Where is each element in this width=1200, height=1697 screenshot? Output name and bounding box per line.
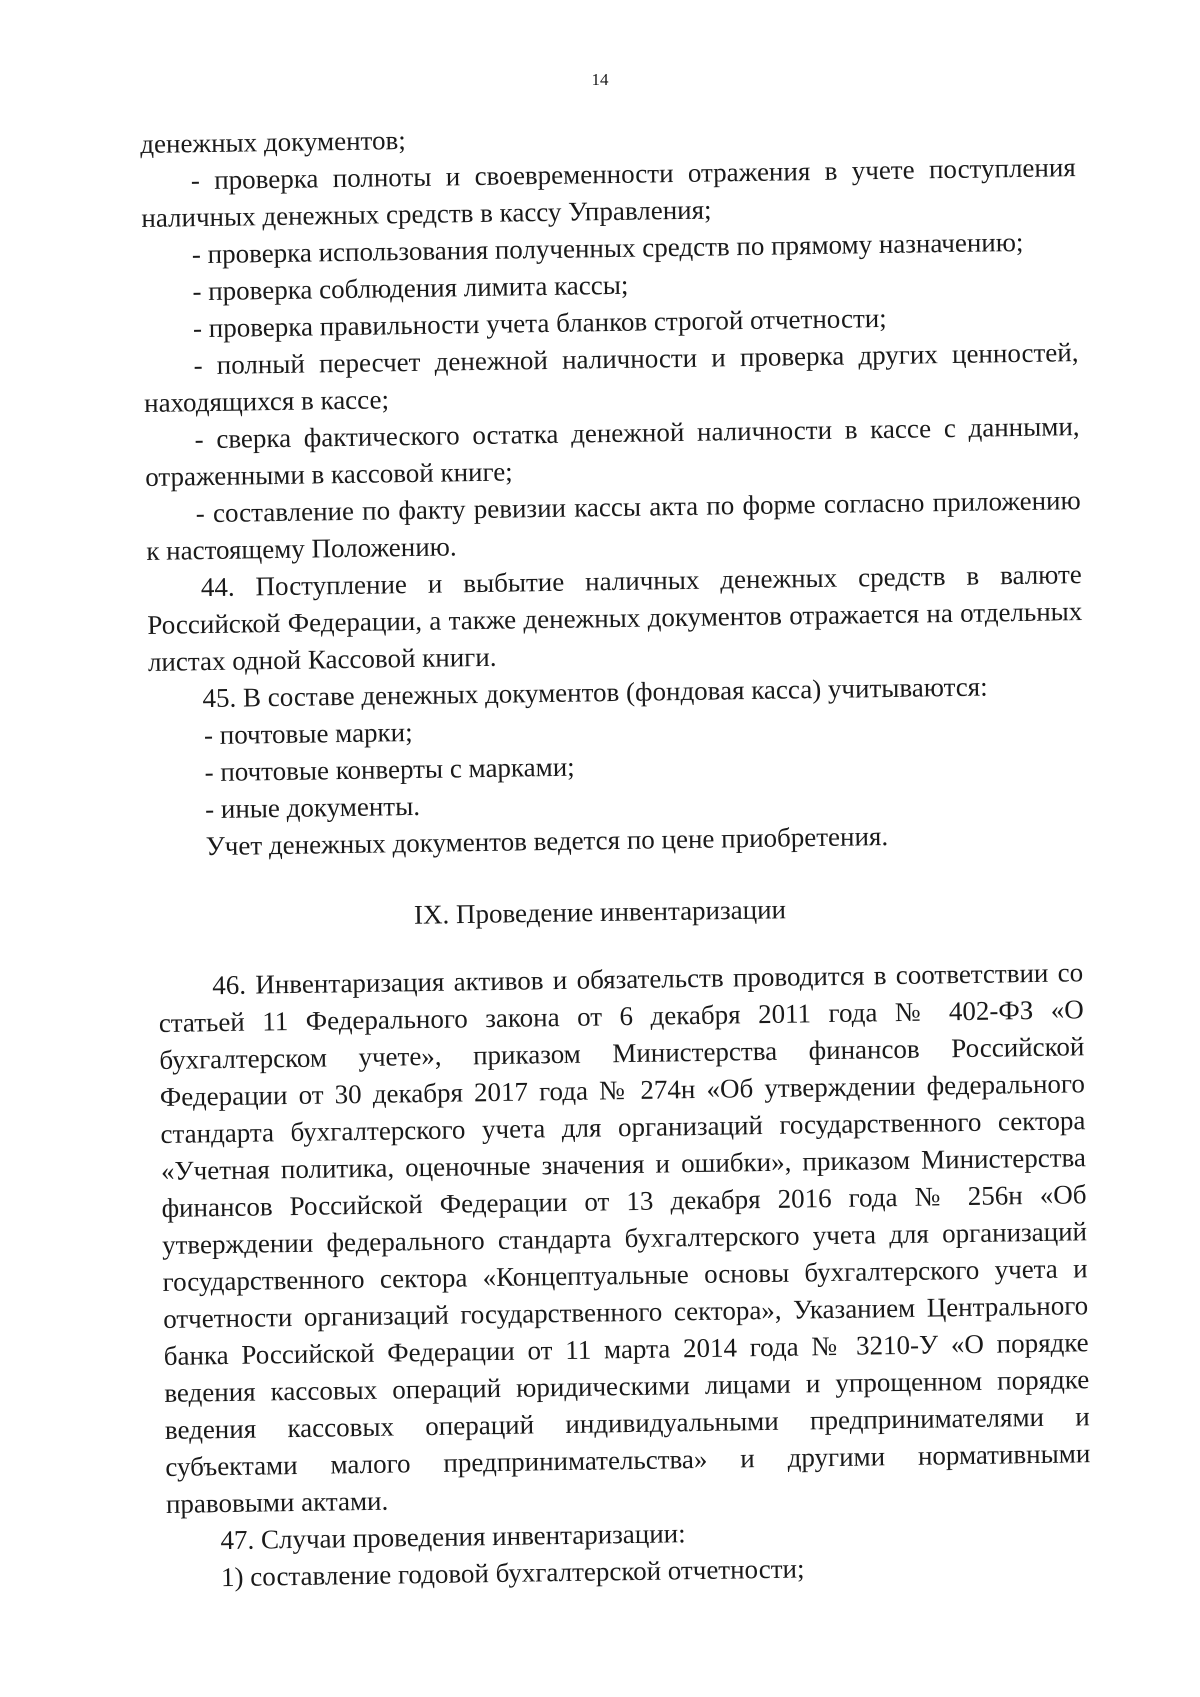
paragraph: 45. В составе денежных документов (фондовая касса) учитываются: bbox=[202, 671, 988, 714]
paragraph: - проверка использования полученных средств по прямому назначению; bbox=[191, 226, 1024, 270]
paragraph: 47. Случаи проведения инвентаризации: bbox=[220, 1518, 686, 1556]
paragraph: денежных документов; bbox=[140, 125, 406, 159]
paragraph: - проверка правильности учета бланков строгой отчетности; bbox=[192, 302, 887, 344]
paragraph: 44. Поступление и выбытие наличных денежных средств в валюте Российской Федерации, а также денежных документов отражается на отдельных листах одной Кассовой книги. bbox=[147, 559, 1083, 677]
paragraph: - составление по факту ревизии кассы акта по форме согласно приложению к настоящему Положению. bbox=[146, 485, 1081, 566]
paragraph: - иные документы. bbox=[204, 790, 421, 825]
page-number: 14 bbox=[591, 70, 609, 89]
paragraph: 1) составление годовой бухгалтерской отчетности; bbox=[220, 1553, 805, 1593]
text-block-top bbox=[140, 112, 1086, 866]
paragraph: - проверка полноты и своевременности отражения в учете поступления наличных денежных средств в кассу Управления; bbox=[141, 152, 1076, 233]
paragraph: - почтовые конверты с марками; bbox=[204, 751, 575, 788]
paragraph: - проверка соблюдения лимита кассы; bbox=[192, 269, 629, 307]
section-heading: IX. Проведение инвентаризации bbox=[413, 894, 787, 930]
paragraph: - сверка фактического остатка денежной наличности в кассе с данными, отраженными в кассовой книге; bbox=[144, 411, 1080, 492]
paragraph: - полный пересчет денежной наличности и проверка других ценностей, находящихся в кассе; bbox=[143, 337, 1079, 418]
paragraph: 46. Инвентаризация активов и обязательств проводится в соответствии со статьей 11 Федерального закона от 6 декабря 2011 года № 402-ФЗ «О бухгалтерском учете», приказом Министерства финансов Российской Федерации от 30 декабря 2017 года № 274н «Об утверждении федерального стандарта бухгалтерского учета для организаций государственного сектора «Учетная политика, оценочные значения и ошибки», приказом Министерства финансов Российской Федерации от 13 декабря 2016 года № 256н «Об утверждении федерального стандарта бухгалтерского учета для организаций государственного сектора «Концептуальные основы бухгалтерского учета и отчетности организаций государственного сектора», Указанием Центрального банка Российской Федерации от 11 марта 2014 года № 3210-У «О порядке ведения кассовых операций юридическими лицами и упрощенном порядке ведения кассовых операций индивидуальными предпринимателями и субъектами малого предпринимательства» и другими нормативными правовыми актами. bbox=[158, 957, 1091, 1519]
paragraph: - почтовые марки; bbox=[203, 717, 413, 751]
text-block-bottom bbox=[158, 954, 1092, 1597]
paragraph: Учет денежных документов ведется по цене приобретения. bbox=[205, 820, 889, 862]
